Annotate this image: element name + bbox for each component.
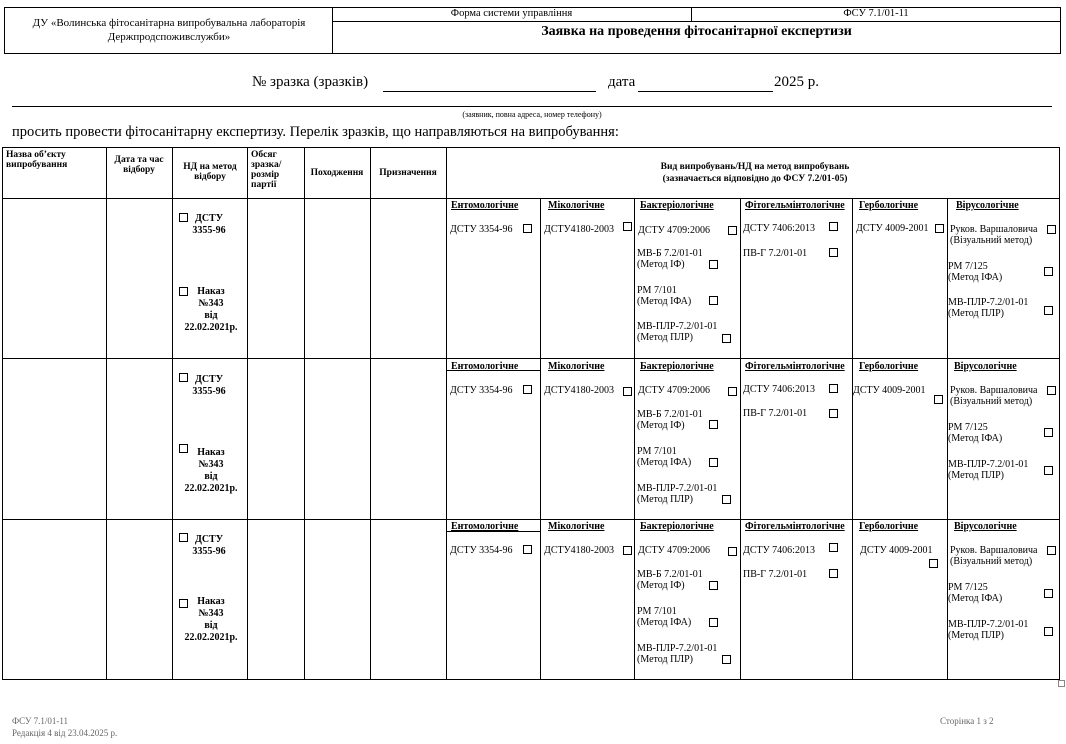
method-label: ДСТУ 3354-96 xyxy=(450,385,513,396)
viro-visual-checkbox[interactable] xyxy=(1047,546,1056,555)
nd-dstu-label: ДСТУ 3355-96 xyxy=(192,213,226,236)
sample-label: № зразка (зразків) xyxy=(252,74,369,90)
method-label: МВ-ПЛР-7.2/01-01 (Метод ПЛР) xyxy=(637,321,718,343)
method-label: Руков. Варшаловича (Візуальний метод) xyxy=(950,545,1038,567)
header-bact: Бактеріологічне xyxy=(640,361,714,372)
bact-dstu-checkbox[interactable] xyxy=(728,547,737,556)
form-code: ФСУ 7.1/01-11 xyxy=(843,8,909,19)
myco-dstu-checkbox[interactable] xyxy=(623,222,632,231)
viro-visual-checkbox[interactable] xyxy=(1047,386,1056,395)
col-tests-title: Вид випробувань/НД на метод випробувань xyxy=(660,162,850,172)
applicant-field[interactable] xyxy=(12,106,1052,107)
method-label: ДСТУ 4709:2006 xyxy=(638,385,710,396)
table-resize-handle[interactable] xyxy=(1058,680,1065,687)
method-label: ДСТУ4180-2003 xyxy=(544,224,615,235)
method-label: РМ 7/101 (Метод ІФА) xyxy=(637,606,692,628)
bact-ifa-checkbox[interactable] xyxy=(709,618,718,627)
bact-pcr-checkbox[interactable] xyxy=(722,495,731,504)
header-phyto: Фітогельмінтологічне xyxy=(745,361,845,372)
request-text: просить провести фітосанітарну експертизу. Перелік зразків, що направляються на випробування: xyxy=(12,124,619,140)
nd-dstu-label: ДСТУ 3355-96 xyxy=(192,374,226,397)
method-label: РМ 7/125 (Метод ІФА) xyxy=(948,422,1003,444)
method-label: РМ 7/101 (Метод ІФА) xyxy=(637,285,692,307)
method-label: ДСТУ 4009-2001 xyxy=(853,385,926,396)
method-label: Руков. Варшаловича (Візуальний метод) xyxy=(950,224,1038,246)
date-label: дата xyxy=(608,74,636,90)
method-label: РМ 7/125 (Метод ІФА) xyxy=(948,261,1003,283)
nd-order-label: Наказ №343 від 22.02.2021р. xyxy=(184,596,238,643)
herb-dstu-checkbox[interactable] xyxy=(935,224,944,233)
method-label: ДСТУ 4709:2006 xyxy=(638,225,710,236)
viro-pcr-checkbox[interactable] xyxy=(1044,627,1053,636)
bact-if-checkbox[interactable] xyxy=(709,581,718,590)
sample-number-field[interactable] xyxy=(383,91,596,92)
col-purpose: Призначення xyxy=(379,168,437,178)
bact-dstu-checkbox[interactable] xyxy=(728,226,737,235)
method-label: МВ-ПЛР-7.2/01-01 (Метод ПЛР) xyxy=(637,643,718,665)
method-label: МВ-Б 7.2/01-01 (Метод ІФ) xyxy=(637,248,703,270)
header-ento: Ентомологічне xyxy=(451,361,519,372)
form-label: Форма системи управління xyxy=(450,8,573,19)
ento-dstu-checkbox[interactable] xyxy=(523,545,532,554)
col-object: Назва об’єкту випробування xyxy=(6,150,68,170)
header-herb: Гербологічне xyxy=(859,361,919,372)
viro-ifa-checkbox[interactable] xyxy=(1044,267,1053,276)
bact-pcr-checkbox[interactable] xyxy=(722,655,731,664)
footer-page: Сторінка 1 з 2 xyxy=(940,716,994,726)
viro-ifa-checkbox[interactable] xyxy=(1044,428,1053,437)
method-label: ДСТУ 7406:2013 xyxy=(743,223,815,234)
nd-order-label: Наказ №343 від 22.02.2021р. xyxy=(184,447,238,494)
method-label: МВ-ПЛР-7.2/01-01 (Метод ПЛР) xyxy=(637,483,718,505)
header-myco: Мікологічне xyxy=(548,361,605,372)
method-label: ДСТУ 4009-2001 xyxy=(856,223,929,234)
viro-ifa-checkbox[interactable] xyxy=(1044,589,1053,598)
myco-dstu-checkbox[interactable] xyxy=(623,546,632,555)
method-label: ДСТУ 7406:2013 xyxy=(743,384,815,395)
header-bact: Бактеріологічне xyxy=(640,521,714,532)
nd-order-label: Наказ №343 від 22.02.2021р. xyxy=(184,286,238,333)
footer-edition: Редакція 4 від 23.04.2025 р. xyxy=(12,728,118,738)
header-myco: Мікологічне xyxy=(548,521,605,532)
method-label: ДСТУ 4009-2001 xyxy=(860,545,933,556)
phyto-pvg-checkbox[interactable] xyxy=(829,248,838,257)
bact-ifa-checkbox[interactable] xyxy=(709,296,718,305)
bact-dstu-checkbox[interactable] xyxy=(728,387,737,396)
header-phyto: Фітогельмінтологічне xyxy=(745,521,845,532)
header-bact: Бактеріологічне xyxy=(640,200,714,211)
col-nd: НД на метод відбору xyxy=(183,162,237,182)
method-label: ДСТУ4180-2003 xyxy=(544,545,615,556)
method-label: ДСТУ 7406:2013 xyxy=(743,545,815,556)
bact-if-checkbox[interactable] xyxy=(709,260,718,269)
method-label: ДСТУ 4709:2006 xyxy=(638,545,710,556)
col-volume: Обсяг зразка/ розмір партії xyxy=(251,150,282,190)
date-field[interactable] xyxy=(638,91,773,92)
phyto-pvg-checkbox[interactable] xyxy=(829,409,838,418)
col-datetime: Дата та час відбору xyxy=(114,155,164,175)
method-label: ДСТУ 3354-96 xyxy=(450,224,513,235)
method-label: МВ-Б 7.2/01-01 (Метод ІФ) xyxy=(637,409,703,431)
org-name: ДУ «Волинська фітосанітарна випробувальна лабораторія Держпродспоживслужби» xyxy=(32,17,306,43)
viro-pcr-checkbox[interactable] xyxy=(1044,306,1053,315)
header-viro: Вірусологічне xyxy=(954,361,1017,372)
col-origin: Походження xyxy=(310,168,364,178)
herb-dstu-checkbox[interactable] xyxy=(934,395,943,404)
header-phyto: Фітогельмінтологічне xyxy=(745,200,845,211)
phyto-dstu-checkbox[interactable] xyxy=(829,384,838,393)
header-viro: Вірусологічне xyxy=(956,200,1019,211)
method-label: Руков. Варшаловича (Візуальний метод) xyxy=(950,385,1038,407)
phyto-dstu-checkbox[interactable] xyxy=(829,543,838,552)
applicant-hint: (заявник, повна адреса, номер телефону) xyxy=(462,110,602,119)
col-tests-subtitle: (зазначається відповідно до ФСУ 7.2/01-05) xyxy=(662,174,848,184)
header-herb: Гербологічне xyxy=(859,200,919,211)
viro-pcr-checkbox[interactable] xyxy=(1044,466,1053,475)
method-label: ДСТУ4180-2003 xyxy=(544,385,615,396)
method-label: ПВ-Г 7.2/01-01 xyxy=(743,408,808,419)
method-label: МВ-Б 7.2/01-01 (Метод ІФ) xyxy=(637,569,703,591)
method-label: МВ-ПЛР-7.2/01-01 (Метод ПЛР) xyxy=(948,619,1029,641)
phyto-pvg-checkbox[interactable] xyxy=(829,569,838,578)
herb-dstu-checkbox[interactable] xyxy=(929,559,938,568)
method-label: ПВ-Г 7.2/01-01 xyxy=(743,248,808,259)
bact-if-checkbox[interactable] xyxy=(709,420,718,429)
method-label: ПВ-Г 7.2/01-01 xyxy=(743,569,808,580)
year-label: 2025 р. xyxy=(774,74,819,90)
header-myco: Мікологічне xyxy=(548,200,605,211)
myco-dstu-checkbox[interactable] xyxy=(623,387,632,396)
header-viro: Вірусологічне xyxy=(954,521,1017,532)
header-ento: Ентомологічне xyxy=(451,521,519,532)
bact-ifa-checkbox[interactable] xyxy=(709,458,718,467)
method-label: ДСТУ 3354-96 xyxy=(450,545,513,556)
bact-pcr-checkbox[interactable] xyxy=(722,334,731,343)
ento-dstu-checkbox[interactable] xyxy=(523,224,532,233)
phyto-dstu-checkbox[interactable] xyxy=(829,222,838,231)
viro-visual-checkbox[interactable] xyxy=(1047,225,1056,234)
method-label: МВ-ПЛР-7.2/01-01 (Метод ПЛР) xyxy=(948,297,1029,319)
method-label: РМ 7/101 (Метод ІФА) xyxy=(637,446,692,468)
footer-code: ФСУ 7.1/01-11 xyxy=(12,716,69,726)
method-label: РМ 7/125 (Метод ІФА) xyxy=(948,582,1003,604)
ento-dstu-checkbox[interactable] xyxy=(523,385,532,394)
method-label: МВ-ПЛР-7.2/01-01 (Метод ПЛР) xyxy=(948,459,1029,481)
page-title: Заявка на проведення фітосанітарної експертизи xyxy=(541,24,852,39)
header-ento: Ентомологічне xyxy=(451,200,519,211)
nd-dstu-label: ДСТУ 3355-96 xyxy=(192,534,226,557)
header-herb: Гербологічне xyxy=(859,521,919,532)
